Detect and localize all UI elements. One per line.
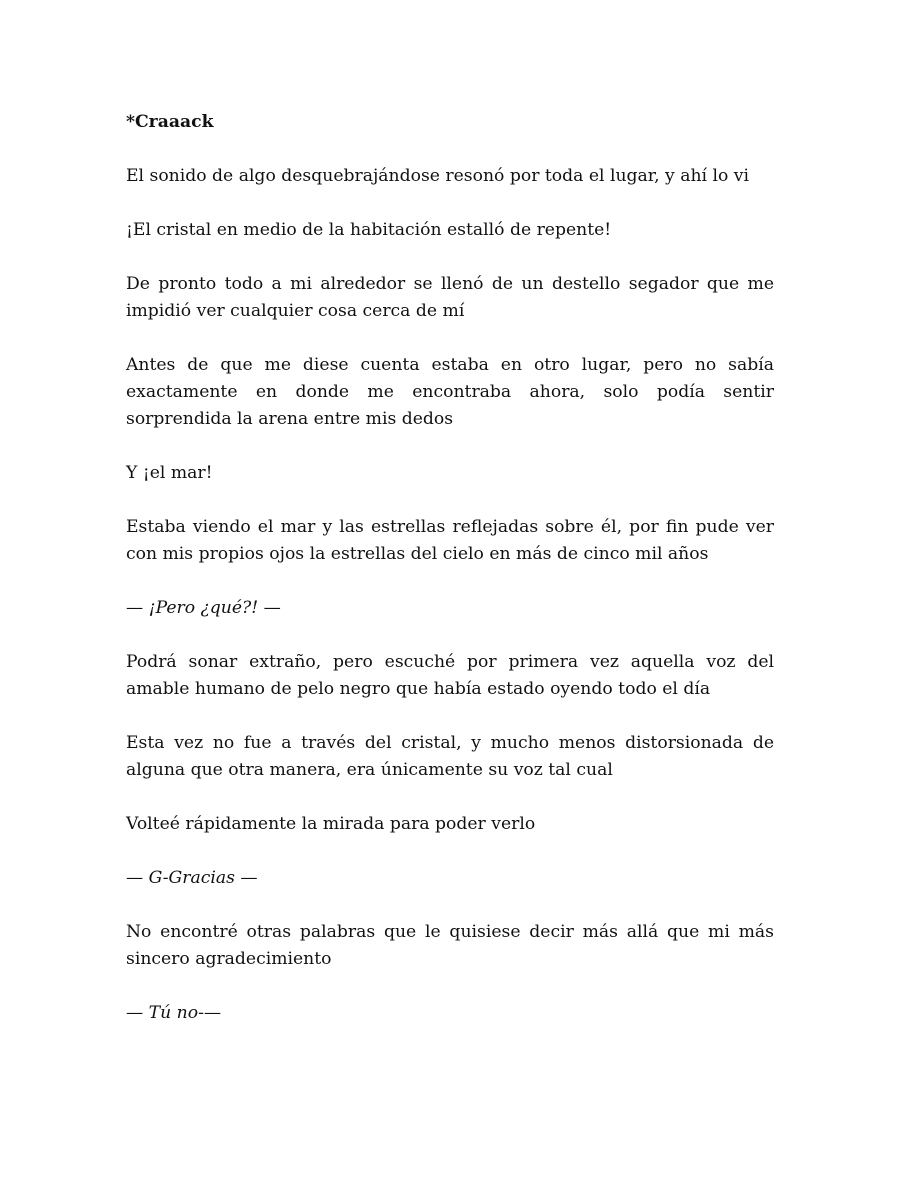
paragraph: El sonido de algo desquebrajándose resonó por toda el lugar, y ahí lo vi: [126, 166, 750, 186]
section-heading: *Craaack: [126, 112, 214, 132]
paragraph: ¡El cristal en medio de la habitación estalló de repente!: [126, 220, 612, 240]
em-dash: —: [126, 868, 144, 888]
document-page: [126, 109, 774, 1054]
paragraph: Estaba viendo el mar y las estrellas reflejadas sobre él, por fin pude ver con mis propios ojos la estrellas del cielo en más de cinco mil años: [126, 517, 774, 564]
paragraph: No encontré otras palabras que le quisiese decir más allá que mi más sincero agradecimiento: [126, 922, 774, 969]
dialogue-text: G-Gracias: [148, 868, 235, 888]
em-dash: —: [240, 868, 258, 888]
paragraph: Y ¡el mar!: [126, 463, 213, 483]
paragraph: De pronto todo a mi alrededor se llenó de un destello segador que me impidió ver cualquier cosa cerca de mí: [126, 274, 774, 321]
em-dash: —: [263, 598, 281, 618]
dialogue-text: ¡Pero ¿qué?!: [148, 598, 259, 618]
em-dash: —: [126, 598, 144, 618]
em-dash: —: [203, 1003, 222, 1023]
dialogue-line: [126, 1000, 774, 1027]
em-dash: —: [126, 1003, 144, 1023]
paragraph: Podrá sonar extraño, pero escuché por primera vez aquella voz del amable humano de pelo negro que había estado oyendo todo el día: [126, 652, 774, 699]
dialogue-line: [126, 595, 774, 622]
dialogue-text: Tú no-: [148, 1003, 204, 1023]
paragraph: Esta vez no fue a través del cristal, y mucho menos distorsionada de alguna que otra manera, era únicamente su voz tal cual: [126, 733, 774, 780]
paragraph: Volteé rápidamente la mirada para poder verlo: [126, 814, 536, 834]
dialogue-line: [126, 865, 774, 892]
paragraph: Antes de que me diese cuenta estaba en otro lugar, pero no sabía exactamente en donde me encontraba ahora, solo podía sentir sorprendida la arena entre mis dedos: [126, 355, 774, 429]
